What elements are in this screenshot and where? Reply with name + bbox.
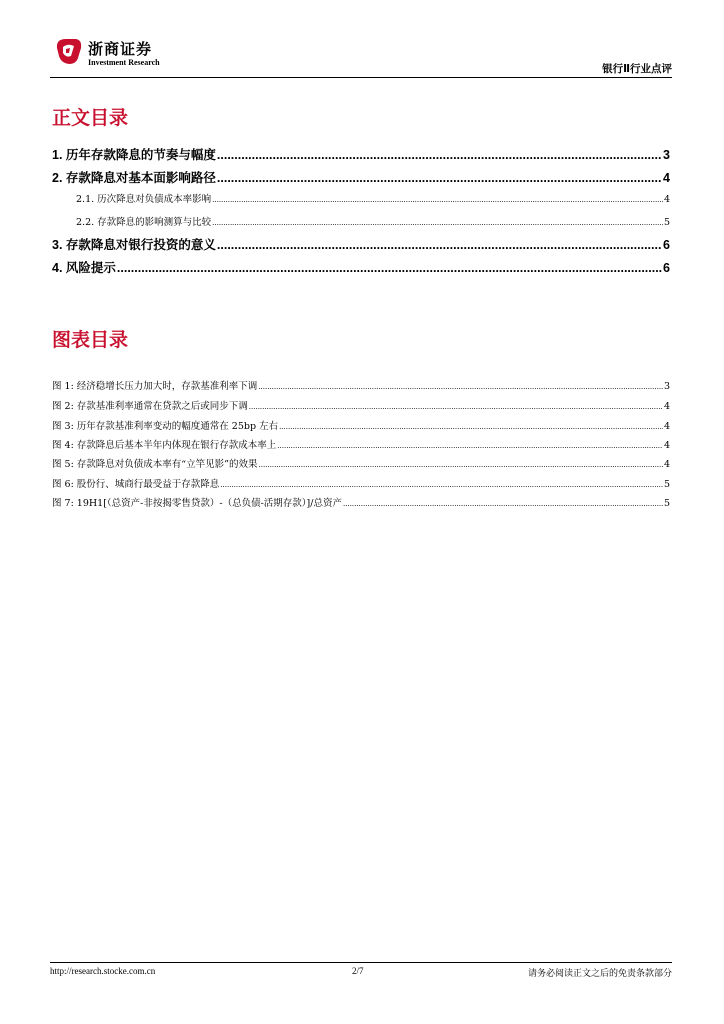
figure-entry-label: 图 6: 股份行、城商行最受益于存款降息: [52, 479, 220, 490]
figure-entry-page: 4: [663, 401, 670, 412]
header-divider: [50, 77, 672, 78]
figure-entry-page: 5: [663, 479, 670, 490]
logo-name-cn: 浙商证券: [88, 40, 153, 58]
footer-disclaimer: 请务必阅读正文之后的免责条款部分: [527, 969, 672, 979]
figure-entry-label: 图 4: 存款降息后基本半年内体现在银行存款成本率上: [52, 440, 277, 451]
figure-entry[interactable]: [52, 418, 670, 432]
figure-entry[interactable]: [52, 495, 670, 509]
figure-entry-label: 图 3: 历年存款基准利率变动的幅度通常在 25bp 左右: [52, 421, 279, 432]
toc-entry[interactable]: [52, 168, 670, 186]
figure-entry-label: 图 1: 经济稳增长压力加大时，存款基准利率下调: [52, 381, 258, 392]
figure-entry-page: 4: [663, 421, 670, 432]
toc-entry-label: 3. 存款降息对银行投资的意义: [52, 238, 216, 252]
toc-entry-label: 2. 存款降息对基本面影响路径: [52, 171, 216, 185]
toc-entry-page: 6: [663, 238, 670, 252]
figure-entry-label: 图 2: 存款基准利率通常在贷款之后或同步下调: [52, 401, 248, 412]
report-type: 银行Ⅱ行业点评: [602, 63, 672, 75]
toc-subentry[interactable]: [52, 214, 670, 228]
figures-title: 图表目录: [52, 329, 129, 351]
figure-entry-label: 图 5: 存款降息对负债成本率有“立竿见影”的效果: [52, 459, 258, 470]
toc-entry-page: 3: [663, 148, 670, 162]
figure-entry-label: 图 7: 19H1[（总资产-非按揭零售贷款）-（总负债-活期存款）]/总资产: [52, 498, 342, 509]
toc-entry[interactable]: [52, 258, 670, 276]
toc-entry-page: 5: [663, 217, 670, 228]
page-header: [50, 30, 672, 78]
page-number: 2/7: [352, 966, 364, 976]
toc-subentry[interactable]: [52, 191, 670, 205]
figure-entry[interactable]: [52, 378, 670, 392]
logo-name-en: Investment Research: [88, 58, 160, 67]
figure-entry-page: 4: [663, 459, 670, 470]
figure-entry-page: 5: [663, 498, 670, 509]
toc-entry[interactable]: [52, 235, 670, 253]
toc-entry-label: 2.1. 历次降息对负债成本率影响: [76, 194, 212, 205]
toc-entry-page: 6: [663, 261, 670, 275]
toc-entry-label: 2.2. 存款降息的影响测算与比较: [76, 217, 212, 228]
figure-entry[interactable]: [52, 437, 670, 451]
figure-entry-page: 4: [663, 440, 670, 451]
figure-entry-page: 3: [663, 381, 670, 392]
toc-entry-label: 4. 风险提示: [52, 261, 116, 275]
logo-icon: [54, 36, 84, 66]
toc-entry[interactable]: [52, 145, 670, 163]
toc-entry-page: 4: [663, 171, 670, 185]
toc-title: 正文目录: [52, 107, 129, 129]
toc-entry-page: 4: [663, 194, 670, 205]
footer-divider: [50, 962, 672, 963]
toc-entry-label: 1. 历年存款降息的节奏与幅度: [52, 148, 216, 162]
figure-entry[interactable]: [52, 476, 670, 490]
footer-url[interactable]: http://research.stocke.com.cn: [50, 966, 156, 976]
figure-entry[interactable]: [52, 398, 670, 412]
figure-entry[interactable]: [52, 456, 670, 470]
